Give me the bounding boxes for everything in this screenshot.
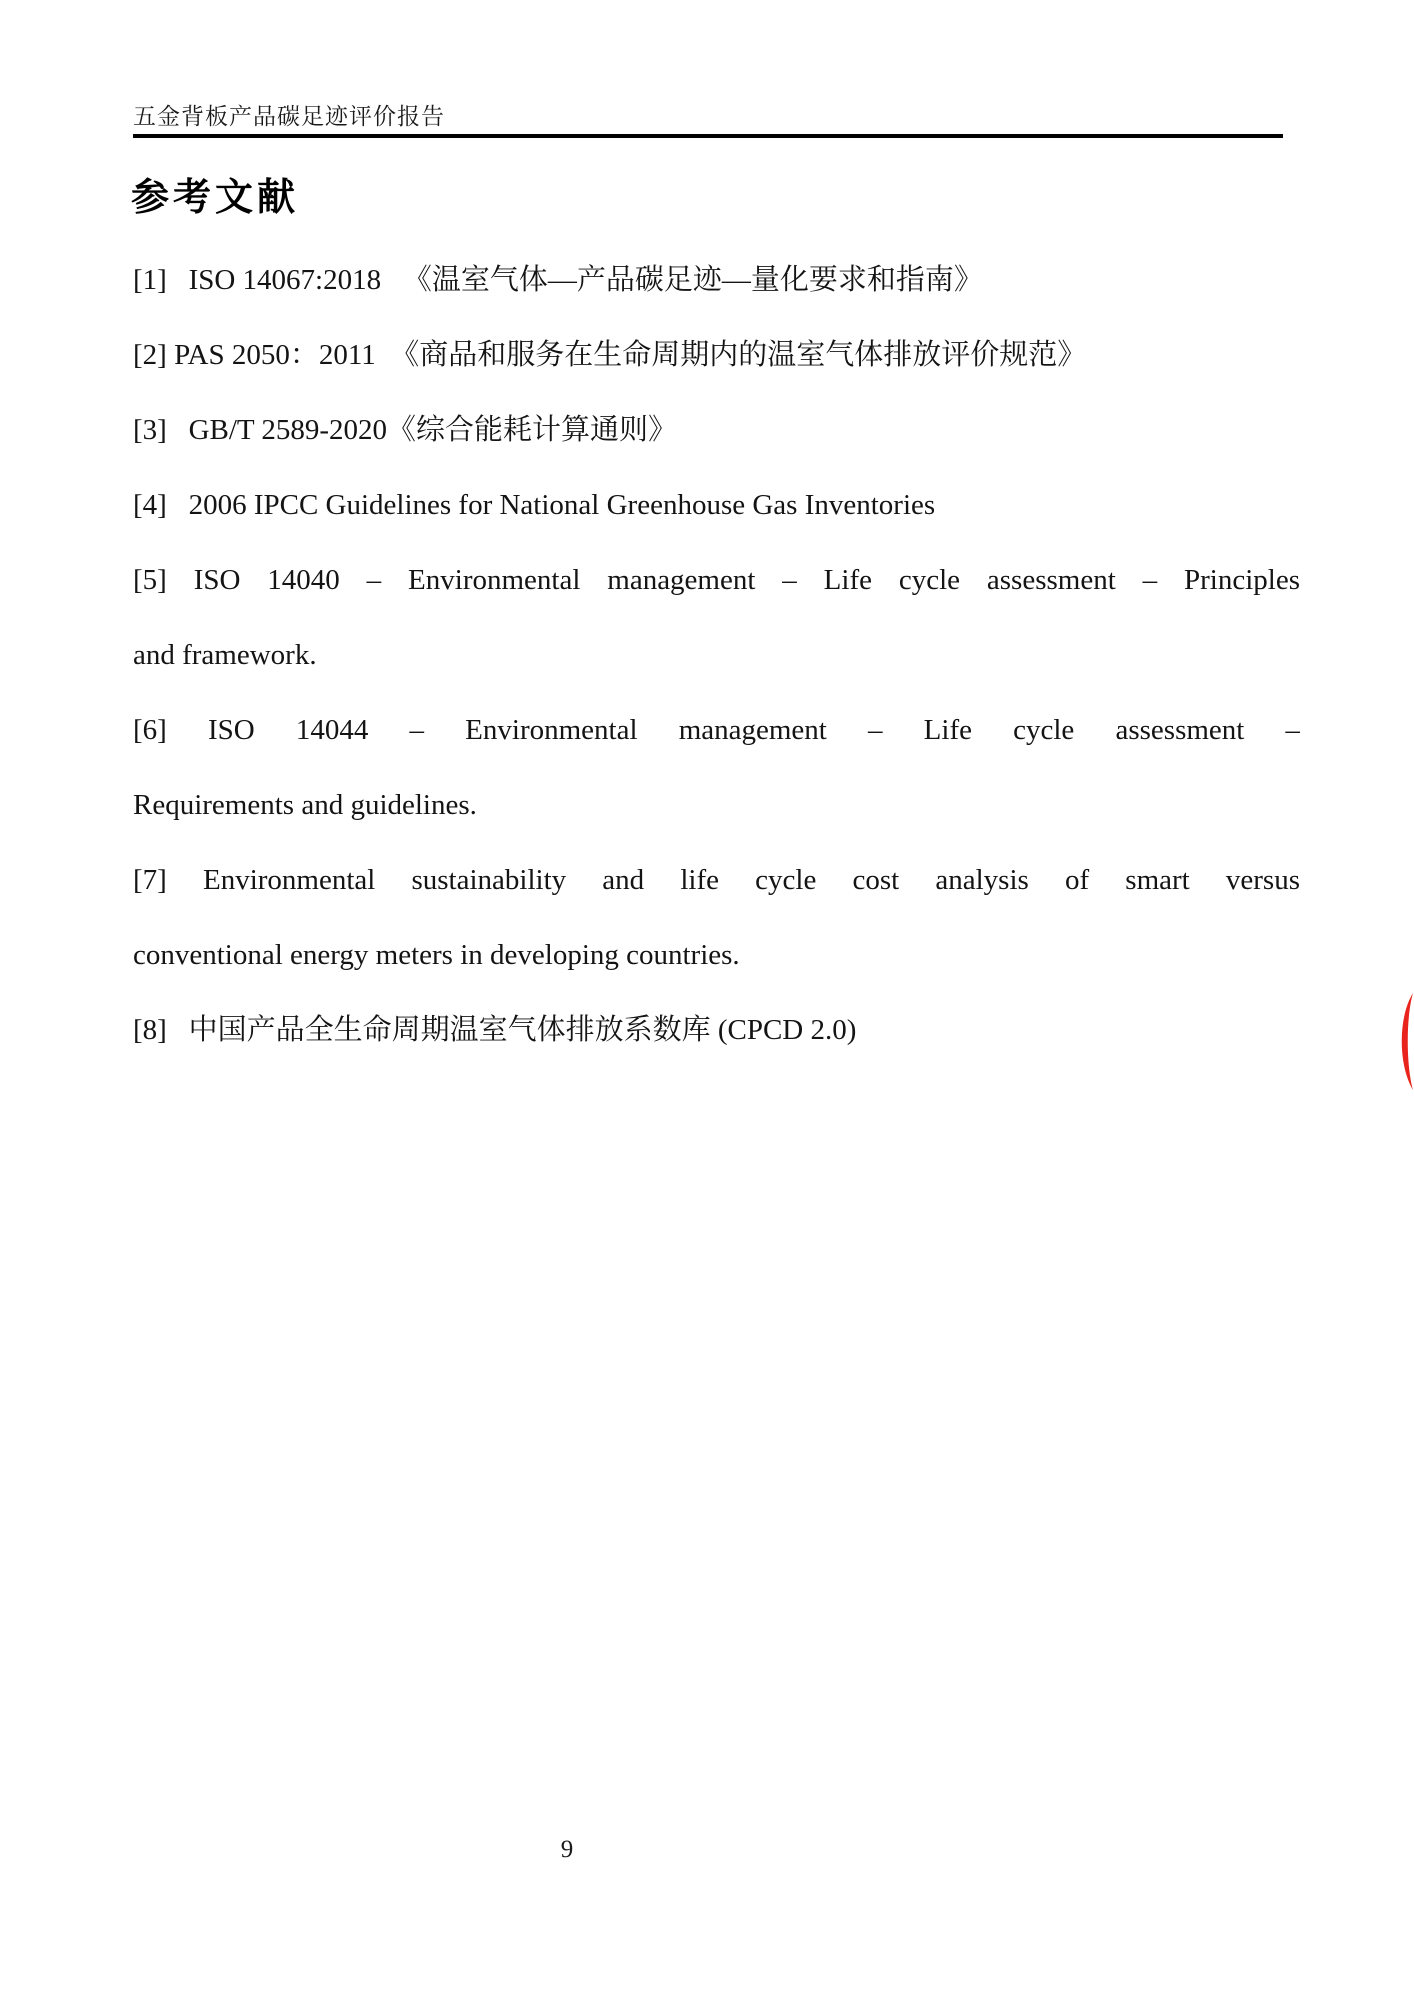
- header-divider: [133, 134, 1283, 138]
- reference-item-8: [8] 中国产品全生命周期温室气体排放系数库 (CPCD 2.0): [133, 1014, 857, 1046]
- reference-item-5-line-2: and framework.: [133, 639, 317, 671]
- reference-item-6-line-2: Requirements and guidelines.: [133, 789, 477, 821]
- page-number: 9: [560, 1836, 574, 1863]
- page-title: 参考文献: [131, 177, 300, 219]
- reference-item-2: [2] PAS 2050：2011 《商品和服务在生命周期内的温室气体排放评价规范》: [133, 339, 1087, 371]
- reference-item-3: [3] GB/T 2589-2020《综合能耗计算通则》: [133, 414, 678, 446]
- reference-item-1: [1] ISO 14067:2018 《温室气体—产品碳足迹—量化要求和指南》: [133, 264, 983, 296]
- reference-item-6-line-1: [6] ISO 14044 – Environmental management – Life cycle assessment –: [133, 714, 1300, 746]
- reference-item-7-line-1: [7] Environmental sustainability and life cycle cost analysis of smart versus: [133, 864, 1300, 896]
- reference-item-7-line-2: conventional energy meters in developing countries.: [133, 939, 740, 971]
- running-header: 五金背板产品碳足迹评价报告: [133, 104, 445, 129]
- reference-item-5-line-1: [5] ISO 14040 – Environmental management – Life cycle assessment – Principles: [133, 564, 1300, 596]
- reference-list: [133, 243, 1300, 1068]
- red-edge-mark-icon: [1394, 993, 1414, 1090]
- reference-item-4: [4] 2006 IPCC Guidelines for National Greenhouse Gas Inventories: [133, 489, 936, 521]
